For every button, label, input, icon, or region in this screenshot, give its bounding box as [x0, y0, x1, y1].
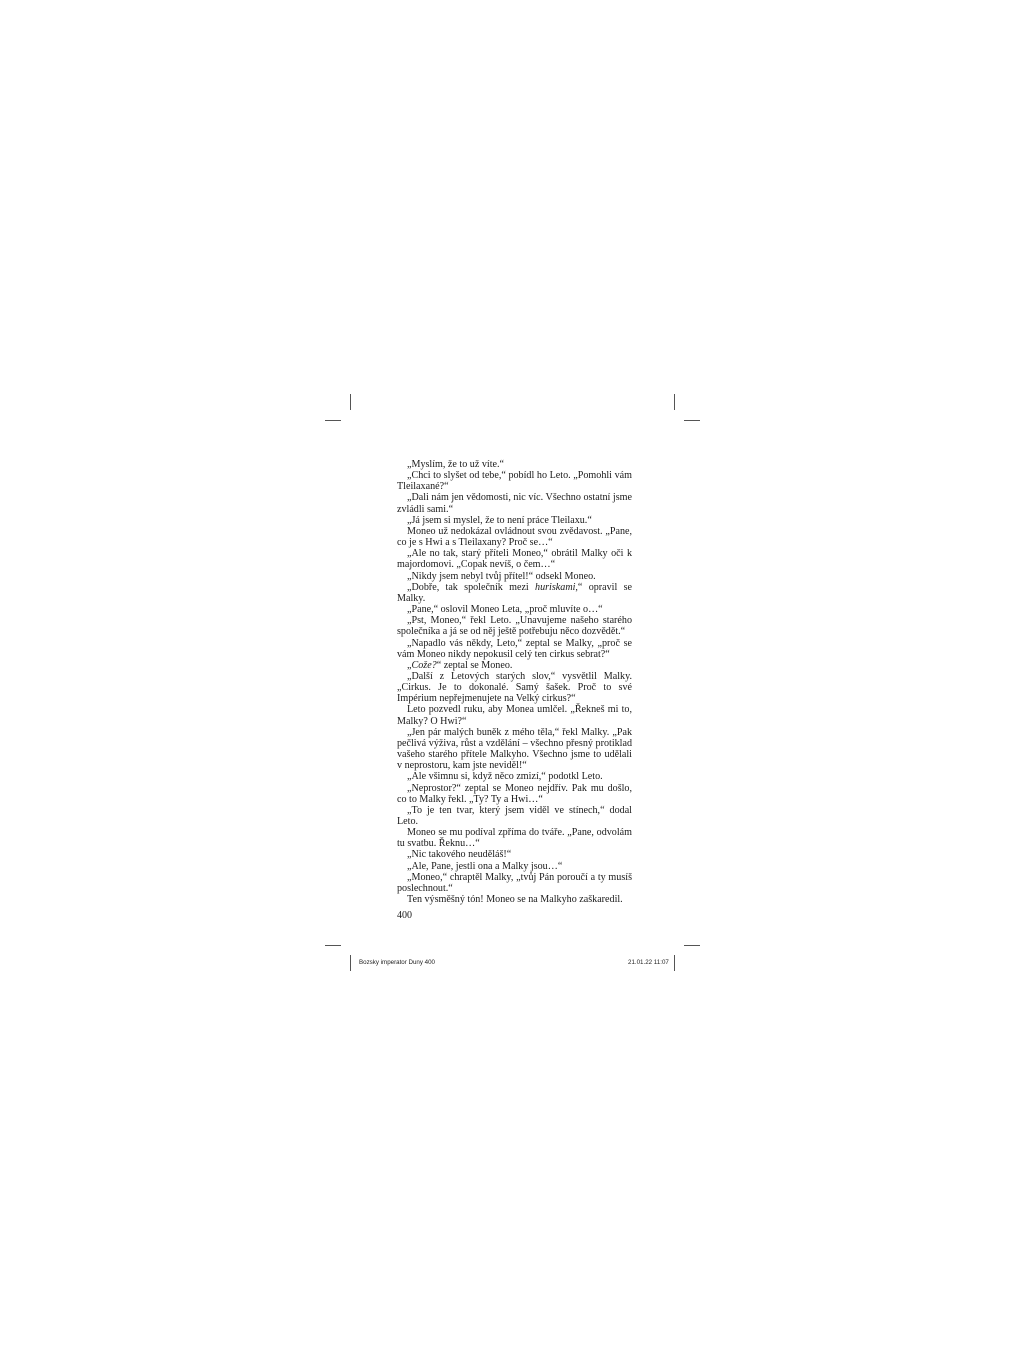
paragraph: „Pst, Moneo,“ řekl Leto. „Unavujeme našeho starého společníka a já se od něj ještě potřebuju něco dozvědět.“: [397, 615, 632, 638]
paragraph: „To je ten tvar, který jsem viděl ve stínech,“ dodal Leto.: [397, 804, 632, 827]
italic-text: huriskami: [535, 581, 576, 593]
paragraph: „Chci to slyšet od tebe,“ pobídl ho Leto. „Pomohli vám Tleilaxané?“: [397, 470, 632, 493]
paragraph: Moneo se mu podíval zpříma do tváře. „Pane, odvolám tu svatbu. Řeknu…“: [397, 827, 632, 850]
crop-mark-bottom-right-vertical: [674, 955, 675, 971]
paragraph: [397, 660, 632, 671]
paragraph: „Ale no tak, starý příteli Moneo,“ obrátil Malky oči k majordomovi. „Copak nevíš, o čem…“: [397, 548, 632, 571]
crop-mark-bottom-left-horizontal: [325, 945, 341, 946]
crop-mark-top-left-vertical: [350, 394, 351, 410]
paragraph: „Pane,“ oslovil Moneo Leta, „proč mluvíte o…“: [407, 604, 603, 616]
paragraph: „Jen pár malých buněk z mého těla,“ řekl Malky. „Pak pečlivá výživa, růst a vzdělání – všechno přesný protiklad vašeho starého přítele Malkyho. Všechno jsme to udělali v neprostoru, kam jste neviděl!“: [397, 726, 632, 772]
paragraph: „Ale, Pane, jestli ona a Malky jsou…“: [407, 860, 563, 872]
paragraph: „Nic takového neuděláš!“: [407, 849, 512, 861]
paragraph: „Ale všimnu si, když něco zmizí,“ podotkl Leto.: [407, 771, 603, 783]
page-number: 400: [397, 910, 412, 921]
text-segment: ,“ opravil se Malky.: [397, 581, 632, 604]
paragraph: „Neprostor?“ zeptal se Moneo nejdřív. Pak mu došlo, co to Malky řekl. „Ty? Ty a Hwi…“: [397, 782, 632, 805]
paragraph: Moneo už nedokázal ovládnout svou zvědavost. „Pane, co je s Hwi a s Tleilaxany? Proč se…“: [397, 525, 632, 549]
crop-mark-bottom-left-vertical: [350, 955, 351, 971]
slug-right: 21.01.22 11:07: [628, 959, 669, 966]
crop-mark-bottom-right-horizontal: [684, 945, 700, 946]
crop-mark-top-left-horizontal: [325, 420, 341, 421]
paragraph: [397, 582, 632, 604]
paragraph: „Moneo,“ chraptěl Malky, „tvůj Pán poroučí a ty musíš poslechnout.“: [397, 871, 632, 894]
paragraph: „Napadlo vás někdy, Leto,“ zeptal se Malky, „proč se vám Moneo nikdy nepokusil celý ten cirkus sebrat?“: [397, 637, 632, 660]
text-segment: “ zeptal se Moneo.: [436, 659, 513, 671]
paragraph: „Já jsem si myslel, že to není práce Tleilaxu.“: [407, 514, 592, 526]
text-segment: „: [407, 659, 412, 671]
paragraph: Leto pozvedl ruku, aby Monea umlčel. „Řekneš mi to, Malky? O Hwi?“: [397, 704, 632, 727]
slug-left: Bozsky imperator Duny 400: [359, 959, 436, 966]
paragraph: „Nikdy jsem nebyl tvůj přítel!“ odsekl Moneo.: [407, 570, 596, 582]
crop-mark-top-right-horizontal: [684, 420, 700, 421]
paragraph: „Další z Letových starých slov,“ vysvětlil Malky. „Cirkus. Je to dokonalé. Samý šašek. Proč to své Impérium nepřejmenujete na Velký cirkus?“: [397, 670, 632, 705]
italic-text: Cože?: [411, 659, 437, 671]
crop-mark-top-right-vertical: [674, 394, 675, 410]
paragraph: „Dali nám jen vědomosti, nic víc. Všechno ostatní jsme zvládli sami.“: [397, 492, 632, 515]
text-segment: „Dobře, tak společník mezi: [407, 581, 536, 593]
paragraph: Ten výsměšný tón! Moneo se na Malkyho zaškaredil.: [407, 894, 623, 906]
body-text: [397, 459, 632, 905]
paragraph: „Myslím, že to už víte.“: [407, 459, 504, 470]
